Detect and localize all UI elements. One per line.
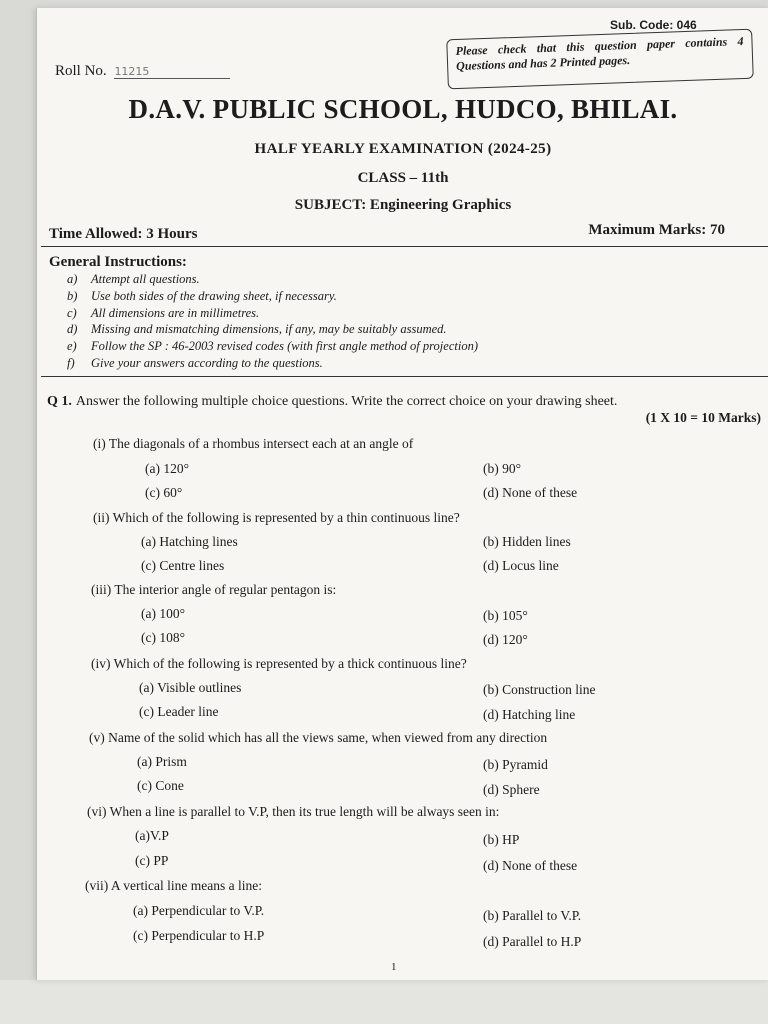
mcq-question: (i) The diagonals of a rhombus intersect each at an angle of	[93, 436, 414, 451]
roll-number	[55, 63, 230, 80]
mcq-option-d: (d) None of these	[483, 485, 578, 500]
mcq-option-a: (a) Perpendicular to V.P.	[133, 903, 265, 918]
mcq-question: (iii) The interior angle of regular pentagon is:	[91, 582, 337, 597]
background-below-sheet	[0, 980, 768, 1024]
subject-code: Sub. Code: 046	[610, 18, 697, 32]
mcq-option-b: (b) Pyramid	[483, 757, 548, 772]
instruction-text: All dimensions are in millimetres.	[91, 305, 260, 320]
instruction-marker: b)	[67, 288, 78, 303]
mcq-option-c: (c) Leader line	[139, 704, 219, 719]
instruction-item	[67, 305, 478, 322]
instruction-marker: d)	[67, 322, 78, 337]
mcq-question: (ii) Which of the following is represented by a thin continuous line?	[93, 510, 460, 525]
pages-notice-box: Please check that this question paper contains 4 Questions and has 2 Printed pages.	[446, 29, 754, 90]
roll-number-value: 11215	[114, 65, 230, 79]
instruction-text: Give your answers according to the questions.	[91, 355, 323, 370]
mcq-option-a: (a) Visible outlines	[139, 680, 242, 695]
instruction-item	[67, 338, 478, 355]
instruction-text: Missing and mismatching dimensions, if any, may be suitably assumed.	[91, 322, 447, 337]
mcq-option-b: (b) HP	[483, 832, 520, 847]
instructions-title: General Instructions:	[49, 254, 187, 270]
mcq-question: (vi) When a line is parallel to V.P, then its true length will be always seen in:	[87, 804, 500, 819]
instruction-text: Attempt all questions.	[91, 272, 200, 286]
class-label: CLASS – 11th	[357, 170, 449, 186]
exam-title: HALF YEARLY EXAMINATION (2024-25)	[254, 141, 552, 157]
page-number: 1	[391, 961, 397, 973]
instruction-marker: a)	[67, 272, 78, 286]
instruction-marker: e)	[67, 339, 77, 354]
instruction-text: Use both sides of the drawing sheet, if necessary.	[91, 288, 337, 303]
mcq-option-d: (d) Sphere	[483, 782, 540, 797]
mcq-question: (iv) Which of the following is represented by a thick continuous line?	[91, 656, 467, 671]
mcq-question: (vii) A vertical line means a line:	[85, 878, 262, 893]
divider-line	[41, 376, 768, 377]
mcq-option-b: (b) 105°	[483, 608, 528, 623]
question-1-text: Answer the following multiple choice questions. Write the correct choice on your drawing sheet.	[75, 394, 618, 409]
instruction-text: Follow the SP : 46-2003 revised codes (with first angle method of projection)	[91, 339, 478, 354]
mcq-option-c: (c) Centre lines	[141, 558, 225, 573]
subject-label: SUBJECT: Engineering Graphics	[294, 197, 512, 213]
mcq-option-c: (c) Perpendicular to H.P	[133, 928, 265, 943]
maximum-marks: Maximum Marks: 70	[588, 222, 725, 238]
mcq-option-d: (d) Parallel to H.P	[483, 934, 582, 949]
mcq-option-a: (a) 100°	[141, 606, 186, 621]
instruction-marker: c)	[67, 305, 77, 320]
roll-number-label: Roll No.	[55, 63, 107, 79]
time-allowed: Time Allowed: 3 Hours	[49, 226, 198, 242]
question-1-marks: (1 X 10 = 10 Marks)	[645, 410, 761, 425]
mcq-option-b: (b) 90°	[483, 461, 522, 476]
mcq-option-c: (c) PP	[135, 853, 169, 868]
mcq-option-c: (c) 60°	[145, 485, 183, 500]
mcq-option-a: (a)V.P	[135, 828, 169, 843]
mcq-option-a: (a) Hatching lines	[141, 534, 238, 549]
mcq-option-b: (b) Parallel to V.P.	[483, 908, 582, 923]
instructions-list	[67, 271, 478, 372]
question-number: Q 1.	[47, 394, 72, 409]
mcq-option-a: (a) 120°	[145, 461, 190, 476]
mcq-option-b: (b) Construction line	[483, 682, 596, 697]
mcq-option-d: (d) 120°	[483, 632, 528, 647]
mcq-option-b: (b) Hidden lines	[483, 534, 571, 549]
mcq-option-d: (d) Hatching line	[483, 707, 576, 722]
mcq-question: (v) Name of the solid which has all the views same, when viewed from any direction	[89, 730, 548, 745]
question-paper-sheet	[36, 8, 768, 980]
instruction-item	[67, 321, 478, 338]
mcq-option-d: (d) Locus line	[483, 558, 559, 573]
school-name: D.A.V. PUBLIC SCHOOL, HUDCO, BHILAI.	[128, 94, 678, 124]
mcq-option-a: (a) Prism	[137, 754, 187, 769]
instruction-item	[67, 271, 478, 288]
question-1-heading	[47, 394, 617, 410]
mcq-option-c: (c) Cone	[137, 778, 184, 793]
instruction-marker: f)	[67, 355, 75, 370]
instruction-item	[67, 355, 478, 372]
divider-line	[41, 246, 768, 247]
mcq-option-c: (c) 108°	[141, 630, 186, 645]
mcq-option-d: (d) None of these	[483, 858, 578, 873]
instruction-item	[67, 288, 478, 305]
